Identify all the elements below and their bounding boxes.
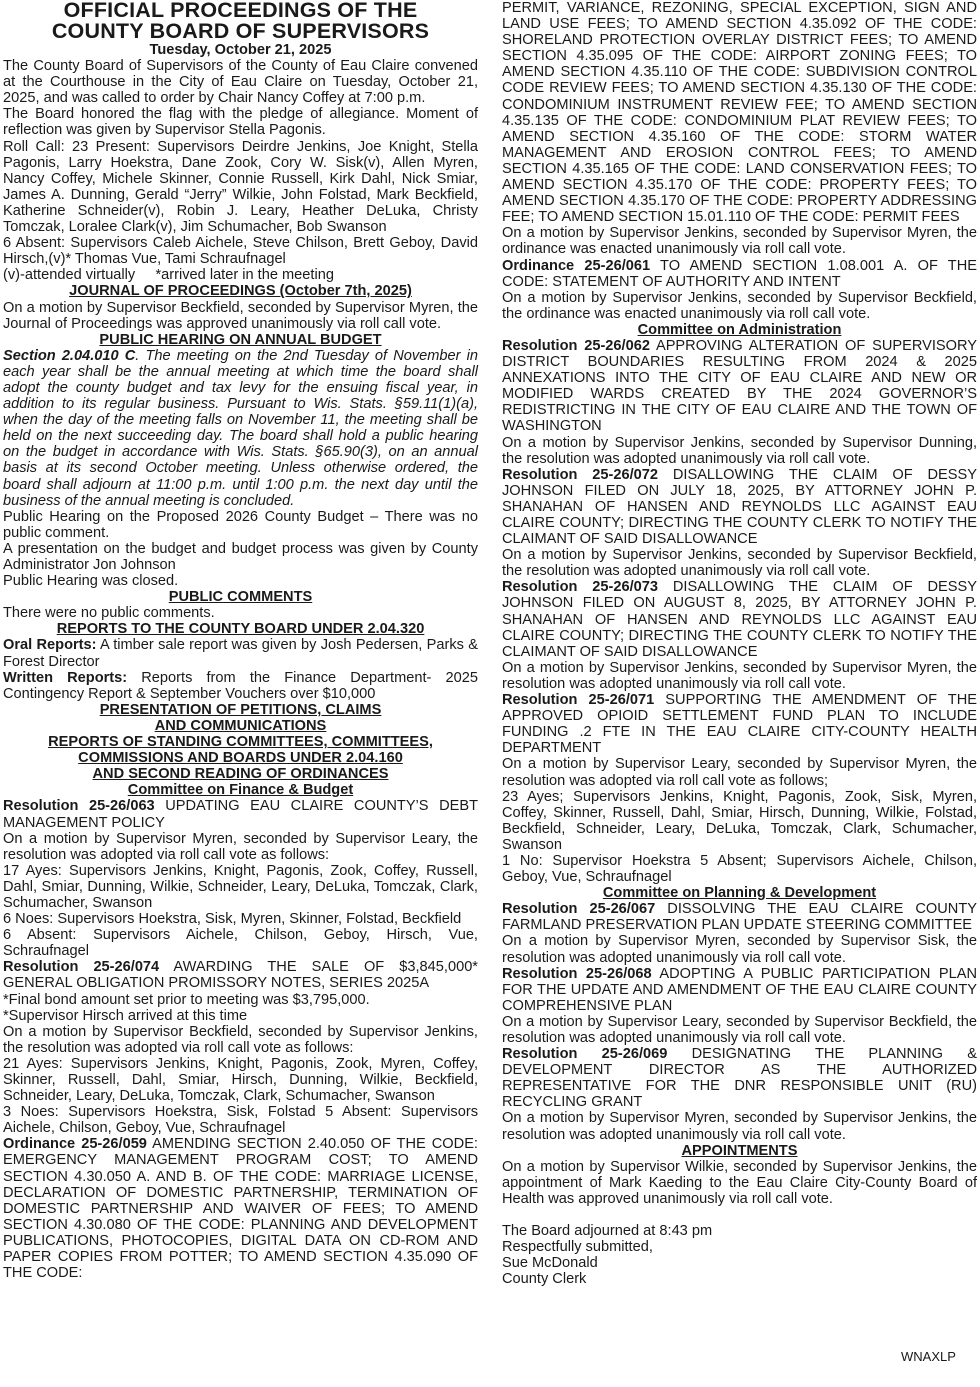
petitions-heading-2: AND COMMUNICATIONS: [154, 717, 327, 734]
resolution-071-motion: On a motion by Supervisor Leary, seconded by Supervisor Myren, the resolution was adopted via roll call vote as follows;: [502, 756, 977, 789]
finance-committee-heading: Committee on Finance & Budget: [127, 782, 354, 799]
resolution-074: [3, 959, 478, 991]
reports-heading: REPORTS TO THE COUNTY BOARD UNDER 2.04.320: [56, 621, 425, 638]
oral-reports-text: A timber sale report was given by Josh Pedersen, Parks & Forest Director: [3, 637, 478, 670]
section-paragraph: [3, 348, 478, 509]
resolution-072: [502, 467, 977, 547]
resolution-067-text: DISSOLVING THE EAU CLAIRE COUNTY FARMLAND PRESERVATION PLAN UPDATE STEERING COMMITTEE: [502, 901, 977, 934]
resolution-063: [3, 798, 478, 830]
hearing-closed: Public Hearing was closed.: [3, 573, 179, 590]
resolution-069-text: DESIGNATING THE PLANNING & DEVELOPMENT DIRECTOR AS THE AUTHORIZED REPRESENTATIVE FOR THE DNR RESPONSIBLE UNIT (RU) RECYCLING GRANT: [502, 1046, 977, 1111]
ordinance-061-label: Ordinance 25-26/061: [502, 257, 651, 274]
ordinance-059-motion: On a motion by Supervisor Jenkins, seconded by Supervisor Myren, the ordinance was enacted unanimously via roll call vote.: [502, 225, 977, 258]
resolution-063-label: Resolution 25-26/063: [3, 798, 155, 815]
title-line-2: COUNTY BOARD OF SUPERVISORS: [51, 19, 430, 43]
resolution-063-ayes: 17 Ayes: Supervisors Jenkins, Knight, Pagonis, Zook, Coffey, Russell, Dahl, Smiar, Dunning, Wilkie, Schneider, Leary, DeLuka, Tomczak, Clark, Schumacher, Swanson: [3, 862, 478, 911]
meeting-date: Tuesday, October 21, 2025: [149, 42, 332, 58]
resolution-068-label: Resolution 25-26/068: [502, 965, 652, 982]
ordinance-059: [3, 1136, 478, 1281]
presentation-paragraph: A presentation on the budget and budget process was given by County Administrator Jon Johnson: [3, 540, 478, 573]
resolution-071-ayes: 23 Ayes; Supervisors Jenkins, Knight, Pagonis, Zook, Sisk, Myren, Coffey, Skinner, Russell, Dahl, Smiar, Hirsch, Dunning, Wilkie, Folstad, Beckfield, Schneider, Leary, DeLuka, Tomczak, Clark, Schumacher, Swanson: [502, 788, 977, 853]
standing-heading-2: COMMISSIONS AND BOARDS UNDER 2.04.160: [78, 750, 403, 767]
appointments-paragraph: On a motion by Supervisor Wilkie, seconded by Supervisor Jenkins, the appointment of Mark Kaeding to the Eau Claire City-County Board of Health was approved unanimously via roll call vote.: [502, 1158, 977, 1207]
resolution-074-note-2: *Supervisor Hirsch arrived at this time: [3, 1007, 248, 1024]
resolution-074-ayes: 21 Ayes: Supervisors Jenkins, Knight, Pagonis, Zook, Myren, Coffey, Skinner, Russell, Dahl, Smiar, Hirsch, Dunning, Wilkie, Beckfield, Schneider, Leary, DeLuka, Tomczak, Clark, Schumacher, Swanson: [3, 1055, 478, 1105]
resolution-074-text: AWARDING THE SALE OF $3,845,000* GENERAL OBLIGATION PROMISSORY NOTES, SERIES 2025A: [3, 959, 478, 992]
resolution-067: [502, 901, 977, 933]
resolution-072-text: DISALLOWING THE CLAIM OF DESSY JOHNSON FILED ON JULY 18, 2025, BY ATTORNEY JOHN P. SHANAHAN OF HANSEN AND REYNOLDS LLC AGAINST EAU CLAIRE COUNTY; DIRECTING THE COUNTY CLERK TO NOTIFY THE CLAIMANT OF SAID DISALLOWANCE: [502, 466, 977, 548]
roll-call-paragraph: Roll Call: 23 Present: Supervisors Deirdre Jenkins, Joe Knight, Stella Pagonis, Larry Hoekstra, Dane Zook, Cory W. Sisk(v), Allen Myren, Nancy Coffey, Michele Skinner, Connie Russell, Kirk Dahl, Nick Smiar, James A. Dunning, Gerald “Jerry” Wilkie, John Folstad, Mark Beckfield, Katherine Schneider(v), Robin J. Leary, Heather DeLuka, Christy Tomczak, Loralee Clark(v), Jim Schumacher, Bob Swanson: [3, 138, 478, 236]
attendance-legend: (v)-attended virtually *arrived later in the meeting: [3, 267, 334, 284]
written-reports: [3, 670, 478, 702]
appointments-heading: APPOINTMENTS: [681, 1142, 798, 1159]
clerk-title: County Clerk: [502, 1271, 587, 1288]
resolution-063-text: UPDATING EAU CLAIRE COUNTY’S DEBT MANAGEMENT POLICY: [3, 798, 478, 831]
oral-reports-label: Oral Reports:: [3, 637, 97, 654]
standing-heading-1: REPORTS OF STANDING COMMITTEES, COMMITTEES,: [48, 734, 433, 751]
resolution-063-motion: On a motion by Supervisor Myren, seconded by Supervisor Leary, the resolution was adopted via roll call vote as follows:: [3, 830, 478, 863]
ordinance-061: [502, 258, 977, 290]
section-text: . The meeting on the 2nd Tuesday of November in each year shall be the annual meeting at which time the board shall adopt the county budget and tax levy for the ensuing fiscal year, in addition to its regular business. Pursuant to Wis. Stats. §59.11(1)(a), when the day of the meeting falls on November 11, the meeting shall be held on the next succeeding day. The board shall hold a public hearing on the budget in accordance with Wis. Stats. §65.90(3), on an annual basis at its second October meeting. Unless otherwise ordered, the board shall adjourn at 11:00 p.m. until 1:00 p.m. the next day until the business of the annual meeting is concluded.: [3, 347, 478, 509]
resolution-062-text: APPROVING ALTERATION OF SUPERVISORY DISTRICT BOUNDARIES RESULTING FROM 2024 & 2025 ANNEXATIONS INTO THE CITY OF EAU CLAIRE AND NEW OR MODIFIED WARDS CREATED BY THE 2024 GOVERNOR’S REDISTRICTING IN THE CITY OF EAU CLAIRE AND THE TOWN OF WASHINGTON: [502, 337, 977, 435]
ordinance-059-continued: PERMIT, VARIANCE, REZONING, SPECIAL EXCEPTION, SIGN AND LAND USE FEES; TO AMEND SECTION 4.35.092 OF THE CODE: SHORELAND PROTECTION OVERLAY DISTRICT FEES; TO AMEND SECTION 4.35.095 OF THE CODE: AIRPORT ZONING FEES; TO AMEND SECTION 4.35.110 OF THE CODE: SUBDIVISION CONTROL CODE REVIEW FEES; TO AMEND SECTION 4.35.130 OF THE CODE: CONDOMINIUM INSTRUMENT REVIEW FEE; TO AMEND SECTION 4.35.135 OF THE CODE: CONDOMINIUM PLAT REVIEW FEES; TO AMEND SECTION 4.35.160 OF THE CODE: STORM WATER MANAGEMENT AND EROSION CONTROL FEES; TO AMEND SECTION 4.35.165 OF THE CODE: LAND CONSERVATION FEES; TO AMEND SECTION 4.35.170 OF THE CODE: PROPERTY FEES; TO AMEND SECTION 4.35.170 OF THE CODE: PROPERTY ADDRESSING FEE; TO AMEND SECTION 15.01.110 OF THE CODE: PERMIT FEES: [502, 0, 977, 226]
ordinance-061-text: TO AMEND SECTION 1.08.001 A. OF THE CODE: STATEMENT OF AUTHORITY AND INTENT: [502, 257, 977, 290]
written-reports-text: Reports from the Finance Department- 2025 Contingency Report & September Vouchers over $10,000: [3, 669, 478, 702]
resolution-068-motion: On a motion by Supervisor Leary, seconded by Supervisor Beckfield, the resolution was adopted unanimously via roll call vote.: [502, 1013, 977, 1046]
resolution-063-absent: 6 Absent: Supervisors Aichele, Chilson, Geboy, Hirsch, Vue, Schraufnagel: [3, 927, 478, 960]
ordinance-061-motion: On a motion by Supervisor Jenkins, seconded by Supervisor Beckfield, the ordinance was enacted unanimously via roll call vote.: [502, 289, 977, 322]
flag-paragraph: The Board honored the flag with the pledge of allegiance. Moment of reflection was given by Supervisor Stella Pagonis.: [3, 106, 478, 139]
resolution-073-label: Resolution 25-26/073: [502, 579, 658, 596]
resolution-071-noes: 1 No: Supervisor Hoekstra 5 Absent; Supervisors Aichele, Chilson, Geboy, Vue, Schraufnagel: [502, 852, 977, 886]
resolution-073-text: DISALLOWING THE CLAIM OF DESSY JOHNSON FILED ON AUGUST 8, 2025, BY ATTORNEY JOHN P. SHANAHAN OF HANSEN AND REYNOLDS LLC AGAINST EAU CLAIRE COUNTY; DIRECTING THE COUNTY CLERK TO NOTIFY THE CLAIMANT OF SAID DISALLOWANCE: [502, 579, 977, 660]
resolution-067-label: Resolution 25-26/067: [502, 901, 656, 918]
journal-heading: JOURNAL OF PROCEEDINGS (October 7th, 2025): [69, 283, 412, 300]
publication-tag: WNAXLP: [901, 1349, 956, 1364]
resolution-071: [502, 692, 977, 756]
budget-hearing-heading: PUBLIC HEARING ON ANNUAL BUDGET: [99, 331, 382, 348]
right-column: [502, 0, 977, 1287]
resolution-074-label: Resolution 25-26/074: [3, 959, 160, 976]
standing-heading-3: AND SECOND READING OF ORDINANCES: [92, 766, 389, 783]
planning-committee-heading: Committee on Planning & Development: [602, 885, 877, 902]
title-line-1: OFFICIAL PROCEEDINGS OF THE: [63, 0, 418, 22]
ordinance-059-label: Ordinance 25-26/059: [3, 1136, 147, 1153]
written-reports-label: Written Reports:: [3, 669, 128, 686]
convene-paragraph: The County Board of Supervisors of the County of Eau Claire convened at the Courthouse in the City of Eau Claire on Tuesday, October 21, 2025, and was called to order by Chair Nancy Coffey at 7:00 p.m.: [3, 58, 478, 107]
resolution-071-label: Resolution 25-26/071: [502, 692, 655, 709]
administration-committee-heading: Committee on Administration: [637, 321, 842, 338]
public-comments-heading: PUBLIC COMMENTS: [168, 589, 313, 606]
resolution-074-motion: On a motion by Supervisor Beckfield, seconded by Supervisor Jenkins, the resolution was adopted via roll call vote as follows:: [3, 1023, 478, 1056]
resolution-068: [502, 966, 977, 1014]
resolution-072-motion: On a motion by Supervisor Jenkins, seconded by Supervisor Beckfield, the resolution was adopted unanimously via roll call vote.: [502, 547, 977, 580]
hearing-note: Public Hearing on the Proposed 2026 County Budget – There was no public comment.: [3, 508, 478, 541]
resolution-073-motion: On a motion by Supervisor Jenkins, seconded by Supervisor Myren, the resolution was adopted unanimously via roll call vote.: [502, 659, 977, 692]
resolution-074-noes: 3 Noes: Supervisors Hoekstra, Sisk, Folstad 5 Absent: Supervisors Aichele, Chilson, Geboy, Vue, Schraufnagel: [3, 1104, 478, 1137]
adjourned-line: The Board adjourned at 8:43 pm: [502, 1223, 713, 1240]
oral-reports: [3, 637, 478, 669]
journal-paragraph: On a motion by Supervisor Beckfield, seconded by Supervisor Myren, the Journal of Proceedings was approved unanimously via roll call vote.: [3, 299, 478, 332]
resolution-063-noes: 6 Noes: Supervisors Hoekstra, Sisk, Myren, Skinner, Folstad, Beckfield: [3, 911, 462, 928]
resolution-069-motion: On a motion by Supervisor Myren, seconded by Supervisor Jenkins, the resolution was adopted unanimously via roll call vote.: [502, 1110, 977, 1143]
resolution-062: [502, 338, 977, 435]
resolution-073: [502, 579, 977, 659]
resolution-067-motion: On a motion by Supervisor Myren, seconded by Supervisor Sisk, the resolution was adopted unanimously via roll call vote.: [502, 933, 977, 966]
resolution-074-note-1: *Final bond amount set prior to meeting was $3,795,000.: [3, 991, 370, 1008]
public-comments-paragraph: There were no public comments.: [3, 605, 215, 622]
section-label: Section 2.04.010 C: [3, 347, 136, 364]
ordinance-059-text: AMENDING SECTION 2.40.050 OF THE CODE: EMERGENCY MANAGEMENT PROGRAM COST; TO AMEND SECTION 4.30.050 A. AND B. OF THE CODE: MARRIAGE LICENSE, DECLARATION OF DOMESTIC PARTNERSHIP, TERMINATION OF DOMESTIC PARTNERSHIP AND WAIVER OF FEES; TO AMEND SECTION 4.30.080 OF THE CODE: PLANNING AND DEVELOPMENT PUBLICATIONS, PHOTOCOPIES, DIGITAL DATA ON CD-ROM AND PAPER COPIES FROM POTTER; TO AMEND SECTION 4.35.090 OF THE CODE:: [3, 1136, 478, 1282]
clerk-name: Sue McDonald: [502, 1255, 598, 1272]
resolution-071-text: SUPPORTING THE AMENDMENT OF THE APPROVED OPIOID SETTLEMENT FUND PLAN TO INCLUDE FUNDING .2 FTE IN THE EAU CLAIRE CITY-COUNTY HEALTH DEPARTMENT: [502, 692, 977, 757]
resolution-068-text: ADOPTING A PUBLIC PARTICIPATION PLAN FOR THE UPDATE AND AMENDMENT OF THE EAU CLAIRE COUNTY COMPREHENSIVE PLAN: [502, 965, 977, 1014]
resolution-069: [502, 1046, 977, 1110]
petitions-heading-1: PRESENTATION OF PETITIONS, CLAIMS: [99, 701, 382, 718]
resolution-072-label: Resolution 25-26/072: [502, 466, 658, 483]
resolution-062-motion: On a motion by Supervisor Jenkins, seconded by Supervisor Dunning, the resolution was adopted unanimously via roll call vote.: [502, 434, 977, 467]
resolution-069-label: Resolution 25-26/069: [502, 1046, 668, 1063]
submitted-line: Respectfully submitted,: [502, 1239, 653, 1256]
absent-paragraph: 6 Absent: Supervisors Caleb Aichele, Steve Chilson, Brett Geboy, David Hirsch,(v)* Thomas Vue, Tami Schraufnagel: [3, 235, 478, 268]
resolution-062-label: Resolution 25-26/062: [502, 337, 650, 354]
left-column: [3, 0, 478, 1281]
